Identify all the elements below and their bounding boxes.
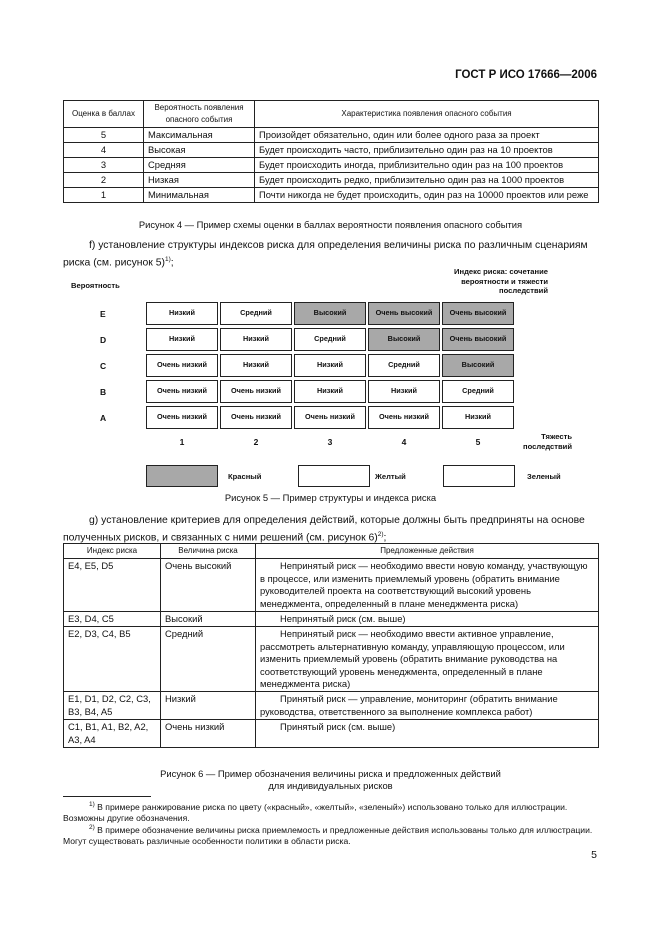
column-label: 5 (475, 437, 481, 447)
risk-cell: Высокий (368, 328, 440, 351)
table-cell: Непринятый риск — необходимо ввести новую команду, участвующую в процессе, или изменить приемлемый уровень (обратить внимание руководителей проекта на соответствующий высокий уровень менеджмента, определенный в плане менеджмента риска) (256, 559, 599, 612)
risk-cell: Очень низкий (146, 406, 218, 429)
table-cell: E4, E5, D5 (64, 559, 161, 612)
table-cell: 1 (64, 188, 144, 203)
table-cell: Максимальная (144, 128, 255, 143)
row-label: E (100, 309, 106, 319)
row-label: C (100, 361, 107, 371)
figure-4-caption: Рисунок 4 — Пример схемы оценки в баллах вероятности появления опасного события (138, 219, 523, 230)
table-cell: 5 (64, 128, 144, 143)
y-axis-label: Вероятность (71, 281, 120, 290)
table-row (64, 692, 599, 720)
column-header: Предложенные действия (256, 544, 599, 559)
risk-cell: Низкий (146, 302, 218, 325)
row-label: D (100, 335, 107, 345)
legend-label-red: Красный (228, 472, 262, 481)
figure-5-caption: Рисунок 5 — Пример структуры и индекса риска (224, 492, 437, 503)
risk-cell: Очень низкий (146, 354, 218, 377)
row-label: B (100, 387, 107, 397)
risk-cell: Очень высокий (442, 302, 514, 325)
table-cell: Высокий (161, 612, 256, 627)
legend-label-yellow: Желтый (375, 472, 406, 481)
risk-cell: Очень низкий (220, 406, 292, 429)
risk-cell: Очень низкий (368, 406, 440, 429)
table-cell: Низкая (144, 173, 255, 188)
column-header: Величина риска (161, 544, 256, 559)
risk-cell: Низкий (220, 354, 292, 377)
table-row (64, 559, 599, 612)
table-cell: Будет происходить часто, приблизительно один раз на 10 проектов (255, 143, 599, 158)
risk-cell: Средний (294, 328, 366, 351)
risk-cell: Средний (442, 380, 514, 403)
table-cell: Средняя (144, 158, 255, 173)
table-cell: E1, D1, D2, C2, C3, B3, B4, A5 (64, 692, 161, 720)
probability-score-table (63, 100, 599, 203)
table-row (64, 143, 599, 158)
paragraph-g: g) установление критериев для определения действий, которые должны быть предприняты на основе полученных рисков, и связанных с ними решений (см. рисунок 6)$^{2)}$; (63, 515, 585, 543)
table-cell: Будет происходить редко, приблизительно один раз на 1000 проектов (255, 173, 599, 188)
table-cell: Высокая (144, 143, 255, 158)
table-row (64, 612, 599, 627)
table-cell: Непринятый риск — необходимо ввести активное управление, рассмотреть альтернативную команду, управляющую процессом, или изменить приемлемый уровень (обратить внимание руководства на соответствующий уровень менеджмента, определенный в плане менеджмента риска) (256, 627, 599, 692)
table-row (64, 188, 599, 203)
table-cell: C1, B1, A1, B2, A2, A3, A4 (64, 720, 161, 748)
risk-cell: Очень низкий (294, 406, 366, 429)
column-label: 3 (327, 437, 333, 447)
column-header: Вероятность появления опасного события (144, 101, 255, 128)
table-row (64, 627, 599, 692)
table-cell: 4 (64, 143, 144, 158)
table-cell: Минимальная (144, 188, 255, 203)
table-row (64, 158, 599, 173)
footnote-2: $^{2)}$ В примере обозначение величины риска приемлемость и предложенные действия использованы только для иллюстрации. Могут существовать различные особенности политики в области риска. (63, 824, 593, 847)
figure-6-caption: Рисунок 6 — Пример обозначения величины риска и предложенных действий для индивидуальных рисков (160, 768, 501, 791)
legend-swatch-red (146, 465, 218, 487)
risk-cell: Средний (368, 354, 440, 377)
table-cell: E3, D4, C5 (64, 612, 161, 627)
table-cell: Очень высокий (161, 559, 256, 612)
column-header: Характеристика появления опасного события (255, 101, 599, 128)
table-cell: Произойдет обязательно, один или более одного раза за проект (255, 128, 599, 143)
risk-cell: Очень высокий (368, 302, 440, 325)
risk-cell: Низкий (220, 328, 292, 351)
page-number: 5 (591, 849, 597, 861)
legend-label-green: Зеленый (527, 472, 561, 481)
row-label: A (100, 413, 107, 423)
footnote-1: $^{1)}$ В примере ранжирование риска по цвету («красный», «желтый», «зеленый») использовано только для иллюстрации. Возможны другие обозначения. (63, 801, 568, 824)
table-cell: 2 (64, 173, 144, 188)
legend-swatch-green (443, 465, 515, 487)
footnote-divider (63, 796, 151, 797)
risk-cell: Очень высокий (442, 328, 514, 351)
risk-cell: Низкий (294, 354, 366, 377)
risk-cell: Низкий (442, 406, 514, 429)
table-cell: 3 (64, 158, 144, 173)
table-cell: E2, D3, C4, B5 (64, 627, 161, 692)
risk-cell: Высокий (294, 302, 366, 325)
column-header: Оценка в баллах (64, 101, 144, 128)
legend-swatch-yellow (298, 465, 370, 487)
table-cell: Очень низкий (161, 720, 256, 748)
table-cell: Принятый риск — управление, мониторинг (обратить внимание руководства, ответственного за выполнение комплекса работ) (256, 692, 599, 720)
risk-actions-table (63, 543, 599, 748)
index-label: Индекс риска: сочетание вероятности и тяжести последствий (454, 267, 548, 295)
table-row (64, 720, 599, 748)
risk-cell: Низкий (146, 328, 218, 351)
table-cell: Средний (161, 627, 256, 692)
column-header: Индекс риска (64, 544, 161, 559)
x-axis-label: Тяжесть последствий (523, 432, 572, 451)
table-cell: Принятый риск (см. выше) (256, 720, 599, 748)
risk-cell: Очень низкий (146, 380, 218, 403)
table-row (64, 128, 599, 143)
risk-cell: Средний (220, 302, 292, 325)
column-label: 4 (401, 437, 407, 447)
table-cell: Непринятый риск (см. выше) (256, 612, 599, 627)
table-cell: Будет происходить иногда, приблизительно один раз на 100 проектов (255, 158, 599, 173)
column-label: 1 (179, 437, 185, 447)
document-header: ГОСТ Р ИСО 17666—2006 (455, 69, 597, 81)
table-row (64, 173, 599, 188)
table-cell: Почти никогда не будет происходить, один раз на 10000 проектов или реже (255, 188, 599, 203)
risk-cell: Очень низкий (220, 380, 292, 403)
table-cell: Низкий (161, 692, 256, 720)
risk-cell: Низкий (368, 380, 440, 403)
risk-cell: Высокий (442, 354, 514, 377)
column-label: 2 (253, 437, 259, 447)
risk-cell: Низкий (294, 380, 366, 403)
paragraph-f: f) установление структуры индексов риска для определения величины риска по различным сценариям риска (см. рисунок 5)$^{1)}$; (63, 240, 588, 268)
